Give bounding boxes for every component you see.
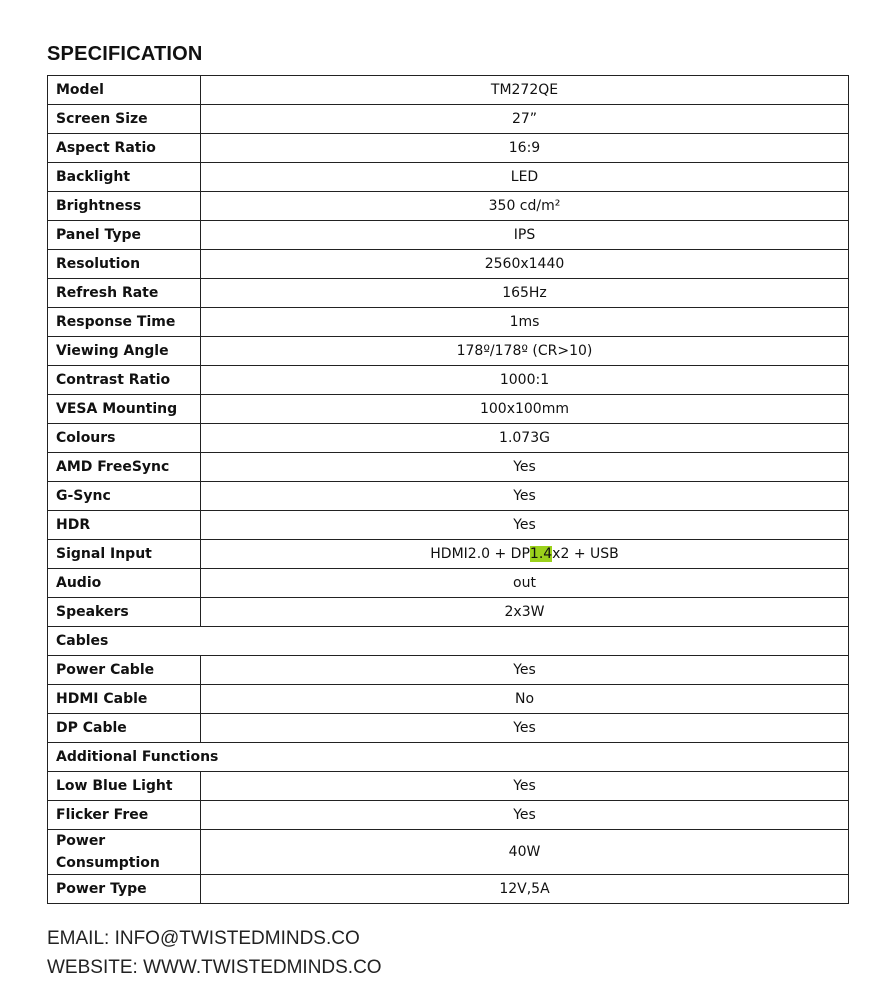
- spec-label: Screen Size: [48, 105, 201, 134]
- section-header-additional-functions: [48, 743, 849, 772]
- spec-row-screen-size: [48, 105, 849, 134]
- spec-row-speakers: [48, 598, 849, 627]
- spec-label: Contrast Ratio: [48, 366, 201, 395]
- spec-label: Audio: [48, 569, 201, 598]
- spec-label: G-Sync: [48, 482, 201, 511]
- spec-value: 100x100mm: [201, 395, 849, 424]
- spec-label: Power Cable: [48, 656, 201, 685]
- highlighted-text: 1.4: [529, 546, 553, 562]
- spec-row-brightness: [48, 192, 849, 221]
- spec-value: Yes: [201, 511, 849, 540]
- spec-row-amd-freesync: [48, 453, 849, 482]
- spec-value: 40W: [201, 830, 849, 875]
- spec-label: HDMI Cable: [48, 685, 201, 714]
- spec-value: 27”: [201, 105, 849, 134]
- spec-value: 2x3W: [201, 598, 849, 627]
- spec-label: Low Blue Light: [48, 772, 201, 801]
- spec-value: 2560x1440: [201, 250, 849, 279]
- spec-value: Yes: [201, 453, 849, 482]
- spec-row-viewing-angle: [48, 337, 849, 366]
- spec-value: 1ms: [201, 308, 849, 337]
- footer-website[interactable]: WEBSITE: WWW.TWISTEDMINDS.CO: [47, 957, 382, 978]
- spec-label: Refresh Rate: [48, 279, 201, 308]
- spec-label: DP Cable: [48, 714, 201, 743]
- spec-label: Resolution: [48, 250, 201, 279]
- spec-label: Viewing Angle: [48, 337, 201, 366]
- spec-row-contrast-ratio: [48, 366, 849, 395]
- spec-label: Speakers: [48, 598, 201, 627]
- section-title: Cables: [48, 627, 849, 656]
- signal-input-prefix: HDMI2.0 + DP: [430, 546, 530, 562]
- spec-label: HDR: [48, 511, 201, 540]
- spec-row-audio: [48, 569, 849, 598]
- spec-value: IPS: [201, 221, 849, 250]
- spec-label: Signal Input: [48, 540, 201, 569]
- spec-row-g-sync: [48, 482, 849, 511]
- spec-row-response-time: [48, 308, 849, 337]
- spec-label: Power Type: [48, 875, 201, 904]
- spec-row-colours: [48, 424, 849, 453]
- spec-row-signal-input: [48, 540, 849, 569]
- page-title: SPECIFICATION: [47, 43, 203, 65]
- spec-label: VESA Mounting: [48, 395, 201, 424]
- spec-value: TM272QE: [201, 76, 849, 105]
- spec-row-hdr: [48, 511, 849, 540]
- spec-value: out: [201, 569, 849, 598]
- spec-label-line: Consumption: [56, 855, 160, 871]
- footer-email[interactable]: EMAIL: INFO@TWISTEDMINDS.CO: [47, 928, 360, 949]
- spec-value: 1.073G: [201, 424, 849, 453]
- spec-row-hdmi-cable: [48, 685, 849, 714]
- spec-label: Colours: [48, 424, 201, 453]
- spec-value: 165Hz: [201, 279, 849, 308]
- spec-label: AMD FreeSync: [48, 453, 201, 482]
- spec-label: Model: [48, 76, 201, 105]
- spec-table: [47, 75, 849, 904]
- spec-label: Flicker Free: [48, 801, 201, 830]
- spec-row-backlight: [48, 163, 849, 192]
- spec-row-refresh-rate: [48, 279, 849, 308]
- spec-row-panel-type: [48, 221, 849, 250]
- spec-row-power-consumption: [48, 830, 849, 875]
- spec-value: 1000:1: [201, 366, 849, 395]
- spec-value: 178º/178º (CR>10): [201, 337, 849, 366]
- spec-label: [48, 830, 201, 875]
- spec-value: Yes: [201, 801, 849, 830]
- spec-value: Yes: [201, 714, 849, 743]
- spec-value: Yes: [201, 482, 849, 511]
- spec-row-dp-cable: [48, 714, 849, 743]
- spec-label-line: Power: [56, 833, 106, 849]
- spec-value: LED: [201, 163, 849, 192]
- spec-value: Yes: [201, 656, 849, 685]
- spec-row-resolution: [48, 250, 849, 279]
- spec-value: 350 cd/m²: [201, 192, 849, 221]
- section-header-cables: [48, 627, 849, 656]
- signal-input-suffix: x2 + USB: [552, 546, 619, 562]
- spec-value: No: [201, 685, 849, 714]
- spec-row-power-cable: [48, 656, 849, 685]
- spec-value: 12V,5A: [201, 875, 849, 904]
- spec-label: Backlight: [48, 163, 201, 192]
- spec-row-aspect-ratio: [48, 134, 849, 163]
- section-title: Additional Functions: [48, 743, 849, 772]
- spec-row-vesa-mounting: [48, 395, 849, 424]
- spec-row-power-type: [48, 875, 849, 904]
- spec-row-model: [48, 76, 849, 105]
- spec-value: Yes: [201, 772, 849, 801]
- spec-value: [201, 540, 849, 569]
- spec-row-flicker-free: [48, 801, 849, 830]
- spec-value: 16:9: [201, 134, 849, 163]
- spec-label: Response Time: [48, 308, 201, 337]
- spec-label: Panel Type: [48, 221, 201, 250]
- spec-label: Brightness: [48, 192, 201, 221]
- spec-row-low-blue-light: [48, 772, 849, 801]
- spec-label: Aspect Ratio: [48, 134, 201, 163]
